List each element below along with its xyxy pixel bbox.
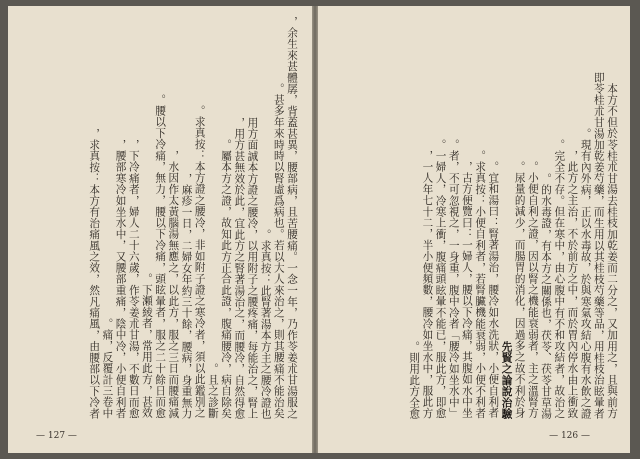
text-column: 宜和湯曰：腎著湯治，腰冷如水洗狀，小便自利者。 — [487, 161, 500, 419]
text-column: 則用此方全愈。 — [408, 340, 421, 419]
text-column: 現有內外病，正以水毒故，於與寒氣攻結心腹有水飲之證。 — [579, 127, 592, 419]
text-column: 求真按：此腎著湯本方主之腰冷證也。 — [259, 228, 272, 419]
text-column: 痛，反覆計三卷中。 — [101, 318, 114, 419]
right-page — [318, 6, 630, 453]
text-column: 屬本方之證，故知此方正合此證，腹痛腰冷，病自除矣。 — [220, 138, 233, 419]
text-column: 小便自利之證，因以腎之機能衰弱者，主之溫腎方。 — [526, 161, 539, 419]
text-column: 一婦人，冷寒上衝，腹痛頭眩暈不能已，服此方，即愈。 — [434, 138, 447, 419]
page-number: — 126 — — [549, 431, 590, 441]
page-number: — 127 — — [36, 431, 77, 441]
left-page-text — [22, 15, 298, 419]
text-column: 完全不存。但在寒中，由心腹中有不和攻結者，故治之。 — [553, 138, 566, 419]
text-column: 用方面誠本方證之腰冷，以用附子之腰疼痛，每能治之，腎上 — [246, 116, 259, 419]
right-page-text — [332, 28, 618, 419]
text-column: 「腰冷如坐水中」者，不可忽視之，一身重，腹中冷者。 — [447, 138, 460, 419]
text-column: 腰以下冷痛，無力，腰以下冷痛，頭眩暈者，服之二十餘日而愈。 — [154, 94, 167, 419]
text-column: 甚多年來時時以腎虛爲病也。若以大人來治之，則其腰痛不能治矣。 — [272, 82, 285, 419]
text-column: 的水毒證，有本方之關係也，茯苓、茯苓甘草湯。 — [540, 172, 553, 419]
text-column: 求真按：小便自利者，若腎臟機能衰弱，小便不利者。 — [474, 150, 487, 419]
text-column: 即苓桂朮甘湯加乾姜芍藥，而生用以其桂枝芍藥等品，用桂枝治眩暈者 — [592, 71, 605, 419]
text-column: 用方甚無效於此，宜此方之腎著湯治之，而腰冷，自然得愈， — [233, 116, 246, 419]
text-column: 一人年七十二，半小便頻數，腰冷如坐水中，服此方， — [421, 150, 434, 419]
section-heading: 先賢之論說治驗 — [500, 340, 513, 419]
text-column: 古方便覽曰：一婦人，腰以下冷痛，其腹如水中坐， — [460, 161, 473, 419]
text-column: 求真按：本方有治痛風之效，然凡痛風，由腰部以下冷者， — [88, 127, 101, 419]
text-column: 且之診斷。 — [206, 362, 219, 419]
text-column: 水因作太黃腦湯無應之，以此方，服之三日而腰痛減， — [167, 150, 180, 419]
text-column: 腰部寒冷如坐水中，又腰部重痛，陰中冷，小便自利者， — [114, 138, 127, 419]
text-column: 麻疹一日，二婦女年約三十餘，腰病，身重無力， — [180, 172, 193, 419]
text-column: 此方之主治，不於前方之中，而於胃內停水由上衝致， — [566, 150, 579, 419]
text-column: 下冷痛者，婦人二十六歲，作苓姜朮甘湯，不數日而愈， — [127, 138, 140, 419]
text-column: 尿量的減少，而腸胃的消化，因過多之故不利於身。 — [513, 161, 526, 419]
text-column: 下瀬綾者，常用此方，甚效。 — [140, 273, 153, 419]
text-column: 本方不但於苓桂朮甘湯去桂枝加乾姜而二分之，又加用之，且與前方 — [606, 83, 618, 419]
text-column: 求真按：本方證之腰冷，非如附子證之寒冷者，須以此鑑別之。 — [193, 105, 206, 419]
text-column: 余生來甚體孱，背蓋甚異，腰部病，且苦腰痛。一念一年，乃作苓姜朮甘湯服之， — [286, 15, 298, 419]
left-page — [8, 6, 312, 453]
